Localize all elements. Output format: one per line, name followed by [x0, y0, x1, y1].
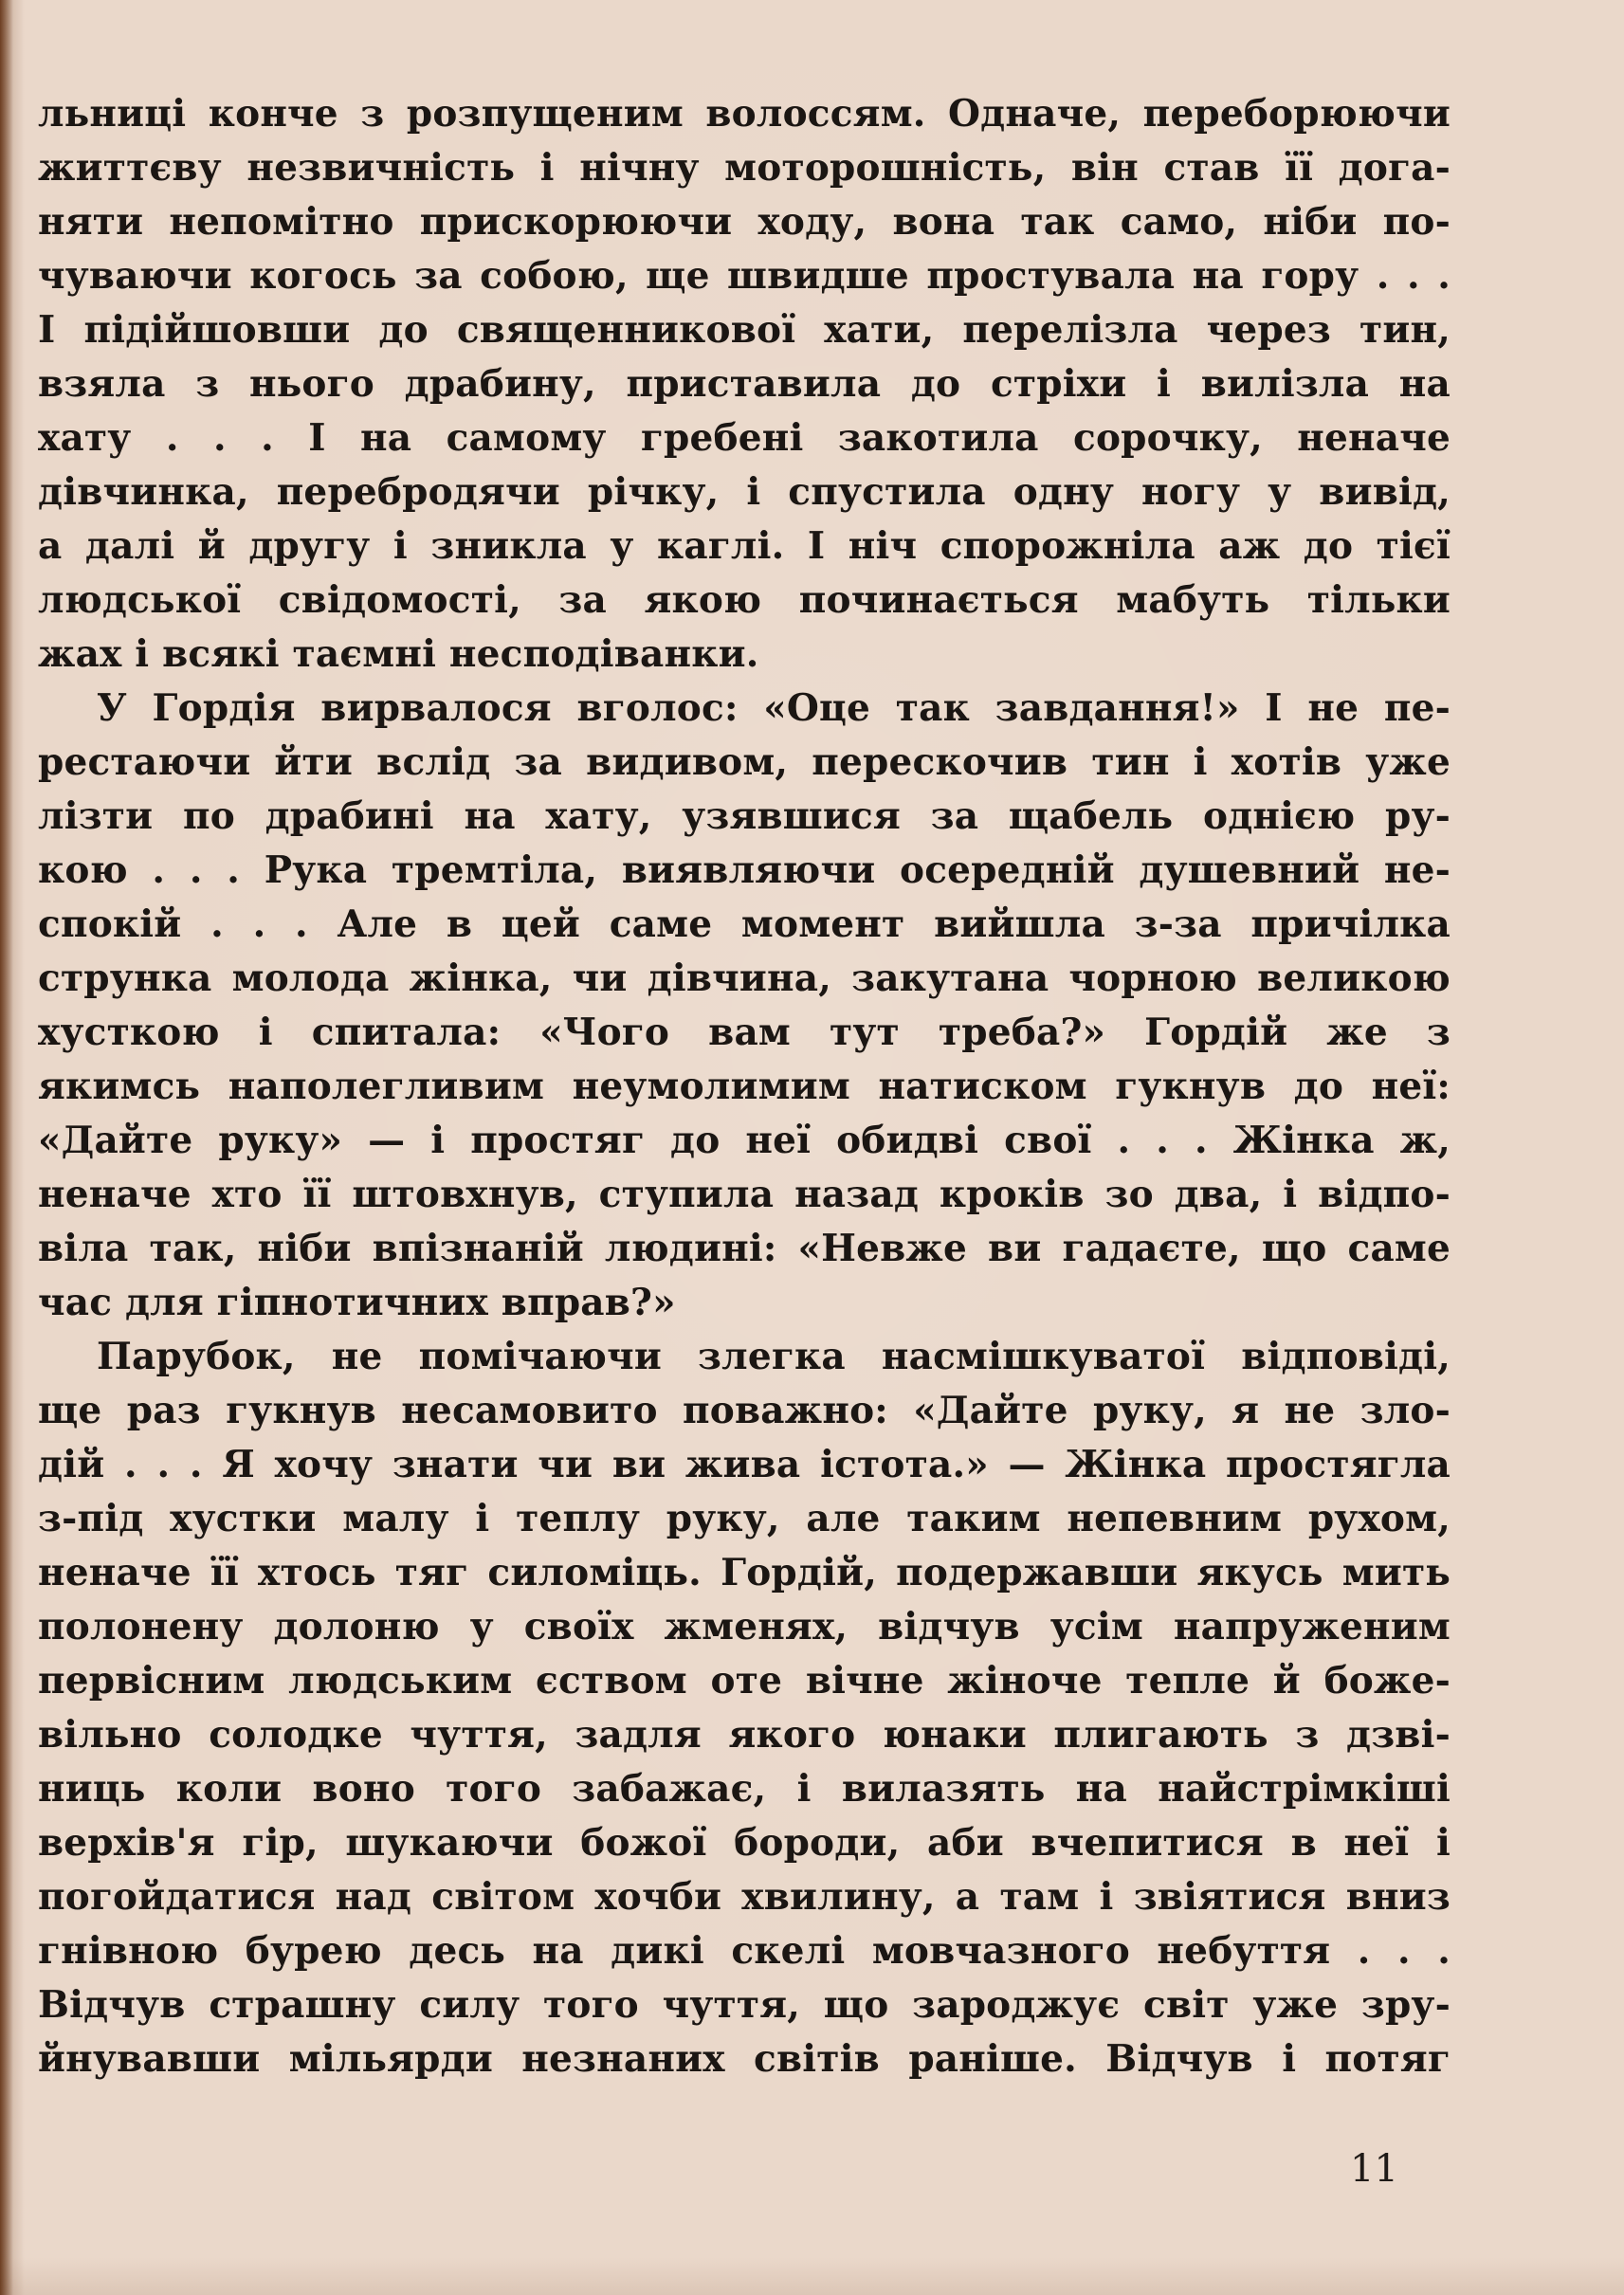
text-line: погойдатися над світом хочби хвилину, а там і звіятися вниз	[38, 1875, 1451, 1919]
page-number: 11	[1350, 2147, 1398, 2191]
text-line: льниці конче з розпущеним волоссям. Одначе, переборюючи	[38, 92, 1451, 136]
text-line: неначе хто її штовхнув, ступила назад кроків зо два, і відпо-	[38, 1173, 1451, 1216]
text-line: лізти по драбині на хату, узявшися за щабель однією ру-	[38, 794, 1451, 838]
text-line: вільно солодке чуття, задля якого юнаки плигають з дзві-	[38, 1713, 1451, 1757]
text-line: первісним людським єством оте вічне жіноче тепле й боже-	[38, 1659, 1451, 1703]
text-line: йнувавши мільярди незнаних світів раніше. Відчув і потяг	[38, 2037, 1451, 2081]
text-line: «Дайте руку» — і простяг до неї обидві свої . . . Жінка ж,	[38, 1119, 1451, 1162]
paragraph-3	[38, 1330, 1451, 2086]
text-line: хусткою і спитала: «Чого вам тут треба?» Гордій же з	[38, 1011, 1451, 1054]
text-line: верхів'я гір, шукаючи божої бороди, аби вчепитися в неї і	[38, 1821, 1451, 1865]
text-line: з-під хустки малу і теплу руку, але таким непевним рухом,	[38, 1497, 1451, 1540]
body-text	[38, 87, 1451, 2086]
text-line: людської свідомості, за якою починається мабуть тільки	[38, 578, 1451, 622]
text-line: час для гіпнотичних вправ?»	[38, 1281, 676, 1324]
text-line: неначе її хтось тяг силоміць. Гордій, подержавши якусь мить	[38, 1551, 1451, 1594]
text-line: ще раз гукнув несамовито поважно: «Дайте руку, я не зло-	[38, 1389, 1451, 1432]
text-line: спокій . . . Але в цей саме момент вийшла з-за причілка	[38, 902, 1451, 946]
text-line: гнівною бурею десь на дикі скелі мовчазного небуття . . .	[38, 1929, 1451, 1973]
text-line: віла так, ніби впізнаній людині: «Невже ви гадаєте, що саме	[38, 1227, 1451, 1270]
text-line: рестаючи йти вслід за видивом, перескочив тин і хотів уже	[38, 740, 1451, 784]
paragraph-1	[38, 87, 1451, 682]
text-line: дій . . . Я хочу знати чи ви жива істота.» — Жінка простягла	[38, 1443, 1451, 1486]
text-line: дівчинка, перебродячи річку, і спустила одну ногу у вивід,	[38, 470, 1451, 514]
text-line: а далі й другу і зникла у каглі. І ніч спорожніла аж до тієї	[38, 524, 1451, 568]
text-line: чуваючи когось за собою, ще швидше простувала на гору . . .	[38, 254, 1451, 298]
paragraph-2	[38, 682, 1451, 1330]
text-line: взяла з нього драбину, приставила до стріхи і вилізла на	[38, 362, 1451, 406]
text-line: якимсь наполегливим неумолимим натиском гукнув до неї:	[38, 1065, 1451, 1108]
text-line: Відчув страшну силу того чуття, що зароджує світ уже зру-	[38, 1983, 1451, 2027]
text-line: няти непомітно прискорюючи ходу, вона так само, ніби по-	[38, 200, 1451, 244]
page-edge-shadow	[0, 0, 13, 2295]
text-line: Парубок, не помічаючи злегка насмішкуватої відповіді,	[97, 1335, 1451, 1378]
text-line: хату . . . І на самому гребені закотила сорочку, неначе	[38, 416, 1451, 460]
text-line: І підійшовши до священникової хати, перелізла через тин,	[38, 308, 1451, 352]
text-line: У Гордія вирвалося вголос: «Оце так завдання!» І не пе-	[97, 686, 1451, 730]
text-line: життєву незвичність і нічну моторошність, він став її дога-	[38, 146, 1451, 190]
text-line: жах і всякі таємні несподіванки.	[38, 632, 759, 676]
text-line: струнка молода жінка, чи дівчина, закутана чорною великою	[38, 956, 1451, 1000]
text-line: ниць коли воно того забажає, і вилазять на найстрімкіші	[38, 1767, 1451, 1811]
text-line: полонену долоню у своїх жменях, відчув усім напруженим	[38, 1605, 1451, 1648]
text-line: кою . . . Рука тремтіла, виявляючи осередній душевний не-	[38, 848, 1451, 892]
